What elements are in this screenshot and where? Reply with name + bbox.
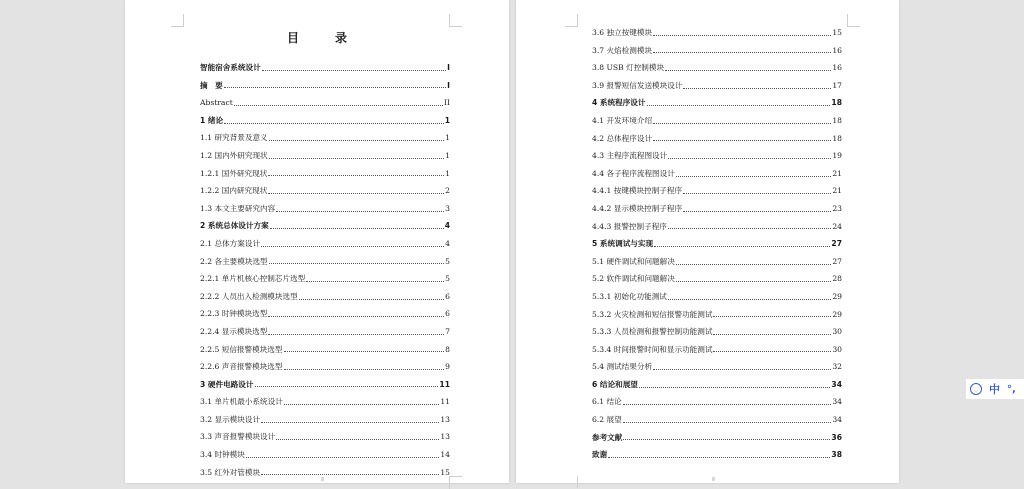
toc-entry-label: 2.2.5 短信报警模块选型	[200, 344, 283, 354]
toc-leader-dots	[284, 369, 445, 370]
toc-entry-label: 致谢	[592, 450, 608, 460]
toc-entry-page-number: 36	[831, 432, 842, 442]
toc-entry[interactable]	[200, 411, 450, 429]
toc-entry-label: 2.2.2 人员出入检测模块选型	[200, 291, 298, 301]
toc-entry[interactable]	[200, 94, 450, 112]
toc-entry-page-number: 9	[445, 362, 450, 372]
toc-entry-label: 1 绪论	[200, 115, 224, 125]
toc-leader-dots	[668, 228, 831, 229]
toc-leader-dots	[234, 105, 443, 106]
toc-entry-page-number: 28	[832, 274, 842, 284]
toc-leader-dots	[261, 246, 444, 247]
toc-entry[interactable]	[200, 165, 450, 183]
toc-leader-dots	[261, 422, 439, 423]
toc-entry-label: 2.1 总体方案设计	[200, 238, 261, 248]
toc-entry[interactable]	[592, 306, 842, 324]
toc-entry[interactable]	[592, 130, 842, 148]
toc-leader-dots	[255, 386, 439, 387]
toc-entry-label: 5.2 软件调试和问题解决	[592, 274, 675, 284]
toc-entry[interactable]	[200, 393, 450, 411]
toc-entry-label: 3 硬件电路设计	[200, 379, 254, 389]
toc-entry[interactable]	[200, 112, 450, 130]
toc-entry-page-number: 32	[832, 362, 842, 372]
toc-entry-page-number: 18	[832, 115, 842, 125]
page-corner-mark	[565, 14, 578, 27]
toc-entry[interactable]	[592, 182, 842, 200]
page-corner-mark	[449, 14, 462, 27]
toc-entry-label: 6.1 结论	[592, 397, 622, 407]
toc-entry[interactable]	[592, 429, 842, 447]
toc-entry-label: 4.2 总体程序设计	[592, 133, 653, 143]
toc-leader-dots	[608, 457, 830, 458]
toc-entry-page-number: 19	[832, 151, 842, 161]
toc-entry-label: 摘 要	[200, 80, 223, 90]
toc-leader-dots	[653, 52, 831, 53]
toc-entry[interactable]	[200, 305, 450, 323]
page-center-mark	[321, 477, 324, 481]
toc-entry-page-number: I	[447, 63, 450, 72]
toc-entry-label: 4.1 开发环境介绍	[592, 115, 653, 125]
toc-entry[interactable]	[592, 270, 842, 288]
ime-punctuation-toggle[interactable]: °,	[1007, 383, 1016, 395]
toc-entry[interactable]	[200, 182, 450, 200]
toc-entry-label: 3.8 USB 灯控制模块	[592, 63, 665, 73]
toc-entry-label: 4.4 各子程序流程图设计	[592, 168, 675, 178]
toc-leader-dots	[665, 70, 831, 71]
toc-leader-dots	[654, 246, 830, 247]
toc-entry[interactable]	[200, 59, 450, 77]
toc-entry-label: Abstract	[200, 98, 233, 108]
toc-entry-label: 5.3.4 时间报警时间和显示功能测试	[592, 344, 713, 354]
toc-leader-dots	[713, 351, 831, 352]
toc-entry[interactable]	[592, 288, 842, 306]
toc-leader-dots	[269, 140, 445, 141]
toc-entry-page-number: 1	[444, 115, 450, 125]
toc-leader-dots	[276, 439, 439, 440]
toc-leader-dots	[653, 123, 831, 124]
toc-entry-label: 1.2 国内外研究现状	[200, 150, 268, 160]
toc-leader-dots	[623, 422, 832, 423]
toc-entry[interactable]	[592, 24, 842, 42]
toc-entry-page-number: 16	[832, 45, 842, 55]
toc-entry-label: 4.3 主程序流程图设计	[592, 151, 668, 161]
toc-leader-dots	[683, 211, 831, 212]
toc-leader-dots	[246, 457, 439, 458]
toc-entry-page-number: 29	[832, 309, 842, 319]
toc-entry-page-number: I	[447, 80, 450, 90]
ime-language-toggle[interactable]: 中	[989, 383, 1000, 396]
toc-entry[interactable]	[592, 200, 842, 218]
toc-entry-page-number: 27	[832, 256, 842, 266]
page-center-mark	[712, 477, 715, 481]
toc-entry-page-number: 1	[445, 133, 450, 143]
toc-entry[interactable]	[592, 411, 842, 429]
toc-entry-label: 3.7 火焰检测模块	[592, 45, 653, 55]
toc-leader-dots	[647, 105, 831, 106]
toc-entry-page-number: 5	[445, 256, 450, 266]
toc-entry-page-number: 23	[832, 203, 842, 213]
toc-entry-page-number: 7	[445, 326, 450, 336]
toc-leader-dots	[276, 211, 444, 212]
toc-entry[interactable]	[200, 270, 450, 288]
toc-entry-label: 5.1 硬件调试和问题解决	[592, 256, 675, 266]
toc-entry-page-number: 14	[440, 450, 450, 460]
toc-entry[interactable]	[592, 235, 842, 253]
toc-title: 目 录	[286, 31, 359, 45]
toc-entry[interactable]	[592, 42, 842, 60]
toc-entry-label: 3.2 显示模块设计	[200, 414, 261, 424]
toc-entry[interactable]	[200, 235, 450, 253]
page-corner-mark	[847, 14, 860, 27]
toc-entry-page-number: II	[444, 98, 450, 108]
toc-entry-label: 1.2.1 国外研究现状	[200, 168, 268, 178]
toc-entry[interactable]	[592, 358, 842, 376]
toc-entry[interactable]	[592, 147, 842, 165]
toc-entry-page-number: 18	[831, 98, 842, 108]
toc-leader-dots	[623, 404, 832, 405]
toc-entry-label: 2.2.3 时钟模块选型	[200, 309, 268, 319]
toc-entry-page-number: 2	[445, 186, 450, 196]
toc-entry[interactable]	[200, 428, 450, 446]
toc-entry-page-number: 38	[831, 450, 842, 460]
toc-entry-page-number: 29	[832, 291, 842, 301]
toc-entry-label: 3.5 红外对管模块	[200, 467, 261, 477]
toc-entry-page-number: 34	[832, 397, 842, 407]
toc-entry-label: 2.2.6 声音报警模块选型	[200, 362, 283, 372]
toc-entry-page-number: 8	[445, 344, 450, 354]
page-corner-mark	[171, 14, 184, 27]
toc-entry-page-number: 30	[832, 327, 842, 337]
toc-entry-page-number: 21	[832, 168, 842, 178]
toc-leader-dots	[224, 123, 444, 124]
toc-leader-dots	[268, 334, 444, 335]
toc-entry-page-number: 11	[439, 379, 450, 389]
toc-entry[interactable]	[200, 341, 450, 359]
toc-entry-page-number: 5	[445, 274, 450, 284]
toc-entry-label: 2.2.4 显示模块选型	[200, 326, 268, 336]
toc-entry-page-number: 4	[444, 221, 450, 231]
toc-entry-page-number: 4	[445, 238, 450, 248]
toc-leader-dots	[284, 404, 439, 405]
toc-leader-dots	[653, 369, 831, 370]
toc-leader-dots	[299, 299, 444, 300]
toc-leader-dots	[676, 264, 831, 265]
toc-entry-label: 4.4.1 按键模块控制子程序	[592, 186, 683, 196]
toc-entry[interactable]	[592, 446, 842, 464]
toc-entry[interactable]	[200, 323, 450, 341]
toc-entry[interactable]	[592, 218, 842, 236]
toc-entry[interactable]	[592, 376, 842, 394]
toc-entry-page-number: 27	[831, 239, 842, 249]
toc-leader-dots	[668, 299, 831, 300]
ime-toolbar[interactable]	[966, 379, 1024, 399]
toc-leader-dots	[269, 263, 445, 264]
toc-leader-dots	[623, 439, 830, 440]
toc-entry[interactable]	[200, 446, 450, 464]
toc-entry-label: 3.1 单片机最小系统设计	[200, 397, 283, 407]
toc-leader-dots	[261, 474, 439, 475]
toc-entry-page-number: 1	[445, 168, 450, 178]
toc-entry-page-number: 13	[440, 414, 450, 424]
toc-entry[interactable]	[592, 59, 842, 77]
toc-entry-label: 5.3.2 火灾检测和短信报警功能测试	[592, 309, 713, 319]
toc-entry-page-number: 15	[832, 28, 842, 37]
toc-leader-dots	[683, 88, 831, 89]
toc-entry-page-number: 17	[832, 80, 842, 90]
toc-entry-label: 2.2.1 单片机核心控制芯片选型	[200, 274, 306, 284]
toc-leader-dots	[268, 316, 444, 317]
toc-entry-page-number: 34	[831, 379, 842, 389]
toc-leader-dots	[269, 158, 445, 159]
toc-entry-label: 4 系统程序设计	[592, 98, 646, 108]
toc-entry[interactable]	[200, 77, 450, 95]
toc-entry[interactable]	[592, 341, 842, 359]
toc-entry-page-number: 13	[440, 432, 450, 442]
toc-entry-label: 2 系统总体设计方案	[200, 221, 269, 231]
toc-leader-dots	[268, 175, 444, 176]
toc-entry-label: 参考文献	[592, 432, 623, 442]
toc-entry-label: 6 结论和展望	[592, 379, 638, 389]
toc-leader-dots	[653, 35, 831, 36]
toc-entry-label: 5.3.1 初始化功能测试	[592, 291, 667, 301]
toc-entry[interactable]	[592, 112, 842, 130]
toc-entry-label: 3.6 独立按键模块	[592, 28, 653, 37]
toc-entry-label: 4.4.3 报警控制子程序	[592, 221, 667, 231]
toc-entry-label: 3.3 声音报警模块设计	[200, 432, 276, 442]
toc-leader-dots	[676, 176, 831, 177]
toc-entry-page-number: 6	[445, 309, 450, 319]
toc-entry[interactable]	[200, 200, 450, 218]
toc-leader-dots	[306, 281, 444, 282]
toc-list-page-1	[200, 59, 450, 481]
toc-entry-page-number: 16	[832, 63, 842, 73]
toc-leader-dots	[639, 387, 831, 388]
toc-entry-page-number: 1	[445, 150, 450, 160]
toc-entry-label: 5 系统调试与实现	[592, 239, 654, 249]
toc-entry[interactable]	[200, 464, 450, 482]
toc-entry-page-number: 18	[832, 133, 842, 143]
toc-entry[interactable]	[200, 358, 450, 376]
toc-leader-dots	[268, 193, 444, 194]
toc-entry-page-number: 6	[445, 291, 450, 301]
document-page-2	[516, 0, 899, 483]
toc-leader-dots	[713, 334, 831, 335]
toc-leader-dots	[676, 281, 831, 282]
toc-entry-label: 智能宿舍系统设计	[200, 63, 261, 72]
toc-entry[interactable]	[200, 253, 450, 271]
toc-entry[interactable]	[592, 323, 842, 341]
toc-leader-dots	[713, 316, 831, 317]
toc-entry-label: 3.9 报警短信发送模块设计	[592, 80, 683, 90]
toc-entry-label: 1.1 研究背景及意义	[200, 133, 268, 143]
toc-leader-dots	[653, 140, 831, 141]
toc-entry-page-number: 21	[832, 186, 842, 196]
toc-entry[interactable]	[200, 147, 450, 165]
toc-leader-dots	[683, 193, 831, 194]
toc-entry[interactable]	[200, 376, 450, 394]
toc-leader-dots	[270, 228, 444, 229]
toc-entry[interactable]	[200, 129, 450, 147]
toc-entry-page-number: 34	[832, 415, 842, 425]
toc-entry-label: 4.4.2 显示模块控制子程序	[592, 203, 683, 213]
toc-entry[interactable]	[592, 165, 842, 183]
ime-logo-icon[interactable]: ◡	[970, 383, 982, 395]
toc-entry-page-number: 24	[832, 221, 842, 231]
toc-entry-page-number: 15	[440, 467, 450, 477]
toc-entry-page-number: 11	[440, 397, 450, 407]
toc-leader-dots	[284, 351, 445, 352]
toc-entry-label: 2.2 各主要模块选型	[200, 256, 268, 266]
toc-entry[interactable]	[200, 217, 450, 235]
toc-entry-label: 1.2.2 国内研究现状	[200, 186, 268, 196]
toc-entry-label: 3.4 时钟模块	[200, 450, 245, 460]
toc-entry-label: 5.4 测试结果分析	[592, 362, 653, 372]
toc-entry-label: 6.2 展望	[592, 415, 622, 425]
toc-leader-dots	[224, 87, 446, 88]
toc-entry-label: 1.3 本文主要研究内容	[200, 203, 276, 213]
toc-entry[interactable]	[592, 77, 842, 95]
toc-leader-dots	[668, 158, 831, 159]
toc-entry[interactable]	[592, 94, 842, 112]
toc-entry-label: 5.3.3 人员检测和报警控制功能测试	[592, 327, 713, 337]
page-corner-mark	[565, 476, 578, 488]
toc-entry[interactable]	[592, 393, 842, 411]
toc-entry-page-number: 30	[832, 344, 842, 354]
toc-entry-page-number: 3	[445, 203, 450, 213]
toc-entry[interactable]	[200, 288, 450, 306]
toc-list-page-2	[592, 24, 842, 464]
toc-entry[interactable]	[592, 253, 842, 271]
document-page-1	[125, 0, 509, 483]
toc-leader-dots	[262, 70, 446, 71]
